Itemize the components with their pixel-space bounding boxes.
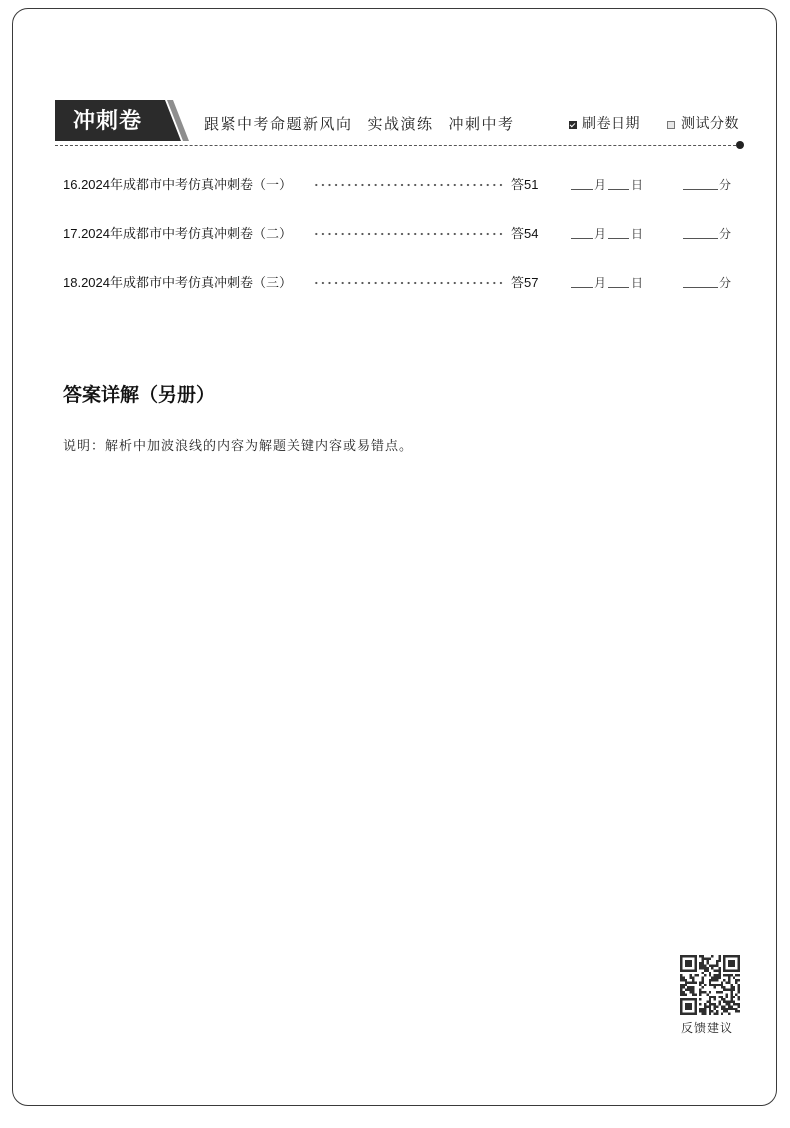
qr-module bbox=[726, 1008, 728, 1010]
qr-module bbox=[733, 1008, 735, 1010]
qr-module bbox=[718, 991, 720, 993]
qr-module bbox=[704, 969, 706, 971]
qr-module bbox=[733, 1003, 735, 1005]
qr-module bbox=[709, 998, 711, 1000]
qr-module bbox=[711, 955, 713, 957]
qr-module bbox=[709, 957, 711, 959]
qr-module bbox=[702, 986, 704, 988]
qr-module bbox=[730, 998, 732, 1000]
qr-module bbox=[718, 977, 720, 979]
qr-module bbox=[682, 979, 684, 981]
month-unit: 月 bbox=[594, 276, 607, 290]
divider-end-dot bbox=[736, 141, 744, 149]
qr-module bbox=[716, 965, 718, 967]
qr-module bbox=[730, 1005, 732, 1007]
toc-title: 16.2024年成都市中考仿真冲刺卷（一） bbox=[63, 177, 292, 192]
qr-module bbox=[709, 974, 711, 976]
qr-module bbox=[692, 993, 694, 995]
qr-module bbox=[711, 984, 713, 986]
dot-leader bbox=[313, 281, 505, 285]
qr-module bbox=[730, 1008, 732, 1010]
qr-module bbox=[690, 989, 692, 991]
qr-module bbox=[716, 979, 718, 981]
qr-module bbox=[718, 957, 720, 959]
day-unit: 日 bbox=[631, 227, 644, 241]
qr-module bbox=[733, 1001, 735, 1003]
qr-module bbox=[711, 967, 713, 969]
qr-module bbox=[690, 981, 692, 983]
qr-module bbox=[718, 974, 720, 976]
qr-module bbox=[690, 977, 692, 979]
qr-module bbox=[714, 1003, 716, 1005]
dot-leader bbox=[313, 232, 505, 236]
qr-module bbox=[699, 984, 701, 986]
qr-module bbox=[699, 1003, 701, 1005]
toc-page: 答51 bbox=[511, 177, 539, 192]
qr-module bbox=[692, 989, 694, 991]
qr-module bbox=[726, 996, 728, 998]
qr-module bbox=[733, 977, 735, 979]
qr-module bbox=[706, 969, 708, 971]
qr-module bbox=[733, 996, 735, 998]
qr-module bbox=[716, 960, 718, 962]
qr-module bbox=[682, 984, 684, 986]
qr-module bbox=[709, 1001, 711, 1003]
qr-module bbox=[738, 991, 740, 993]
qr-module bbox=[702, 972, 704, 974]
qr-module bbox=[692, 986, 694, 988]
qr-module bbox=[699, 967, 701, 969]
qr-module bbox=[723, 1001, 725, 1003]
qr-module bbox=[704, 974, 706, 976]
qr-module bbox=[728, 979, 730, 981]
qr-module bbox=[685, 979, 687, 981]
qr-module bbox=[738, 989, 740, 991]
qr-module bbox=[738, 998, 740, 1000]
qr-module bbox=[716, 977, 718, 979]
slogan-part: 跟紧中考命题新风向 bbox=[204, 117, 353, 133]
qr-module bbox=[738, 984, 740, 986]
qr-module bbox=[709, 1013, 711, 1015]
qr-module bbox=[680, 984, 682, 986]
toc-row bbox=[0, 224, 790, 244]
qr-module bbox=[721, 986, 723, 988]
score-blank bbox=[683, 224, 718, 239]
toc-row bbox=[0, 175, 790, 195]
header-divider bbox=[55, 145, 736, 146]
month-blank bbox=[571, 224, 593, 239]
qr-module bbox=[716, 969, 718, 971]
qr-module bbox=[733, 989, 735, 991]
qr-module bbox=[694, 974, 696, 976]
qr-module bbox=[697, 974, 699, 976]
qr-module bbox=[702, 991, 704, 993]
qr-module bbox=[716, 962, 718, 964]
qr-module bbox=[716, 974, 718, 976]
toc-page: 答57 bbox=[511, 275, 539, 290]
qr-module bbox=[680, 974, 682, 976]
qr-module bbox=[718, 969, 720, 971]
score-unit: 分 bbox=[719, 276, 732, 290]
slogan-part: 冲刺中考 bbox=[448, 117, 515, 133]
qr-module bbox=[721, 1005, 723, 1007]
qr-module bbox=[711, 996, 713, 998]
qr-module bbox=[702, 965, 704, 967]
qr-module bbox=[687, 981, 689, 983]
qr-module bbox=[730, 989, 732, 991]
qr-module bbox=[721, 998, 723, 1000]
qr-module bbox=[735, 993, 737, 995]
qr-module bbox=[706, 957, 708, 959]
qr-module bbox=[723, 998, 725, 1000]
qr-module bbox=[709, 1005, 711, 1007]
date-label: 刷卷日期 bbox=[582, 117, 640, 132]
qr-module bbox=[709, 991, 711, 993]
day-unit: 日 bbox=[631, 276, 644, 290]
qr-module bbox=[709, 1008, 711, 1010]
day-blank bbox=[608, 175, 629, 190]
qr-caption: 反馈建议 bbox=[681, 1021, 734, 1035]
qr-module bbox=[699, 981, 701, 983]
qr-module bbox=[706, 960, 708, 962]
qr-module bbox=[690, 974, 692, 976]
qr-module bbox=[726, 1010, 728, 1012]
qr-module bbox=[718, 996, 720, 998]
qr-module bbox=[738, 1005, 740, 1007]
qr-module bbox=[730, 996, 732, 998]
qr-module bbox=[711, 977, 713, 979]
qr-module bbox=[709, 1010, 711, 1012]
qr-module bbox=[706, 962, 708, 964]
qr-module bbox=[680, 991, 682, 993]
qr-module bbox=[726, 974, 728, 976]
qr-module bbox=[716, 991, 718, 993]
qr-module bbox=[730, 986, 732, 988]
qr-module bbox=[714, 1013, 716, 1015]
qr-module bbox=[718, 972, 720, 974]
slogan-part: 实战演练 bbox=[367, 117, 434, 133]
qr-module bbox=[687, 989, 689, 991]
qr-module bbox=[692, 991, 694, 993]
qr-module bbox=[706, 967, 708, 969]
qr-module bbox=[709, 996, 711, 998]
qr-module bbox=[680, 989, 682, 991]
qr-module bbox=[718, 984, 720, 986]
section-tab bbox=[55, 100, 189, 141]
qr-module bbox=[704, 1008, 706, 1010]
qr-module bbox=[718, 967, 720, 969]
qr-module bbox=[723, 989, 725, 991]
qr-module bbox=[702, 1010, 704, 1012]
answers-heading: 答案详解（另册） bbox=[63, 385, 216, 406]
qr-module bbox=[714, 965, 716, 967]
toc-title: 17.2024年成都市中考仿真冲刺卷（二） bbox=[63, 226, 292, 241]
qr-module bbox=[714, 986, 716, 988]
qr-module bbox=[690, 991, 692, 993]
qr-module bbox=[738, 986, 740, 988]
qr-module bbox=[716, 1005, 718, 1007]
qr-module bbox=[735, 981, 737, 983]
qr-module bbox=[680, 977, 682, 979]
qr-module bbox=[687, 986, 689, 988]
qr-module bbox=[728, 1013, 730, 1015]
qr-module bbox=[706, 993, 708, 995]
qr-module bbox=[726, 1003, 728, 1005]
qr-module bbox=[709, 965, 711, 967]
qr-module bbox=[730, 1001, 732, 1003]
qr-module bbox=[728, 981, 730, 983]
qr-module bbox=[721, 996, 723, 998]
qr-module bbox=[685, 984, 687, 986]
qr-module bbox=[682, 986, 684, 988]
qr-module bbox=[702, 1013, 704, 1015]
score-blank bbox=[683, 175, 718, 190]
qr-module bbox=[702, 967, 704, 969]
qr-module bbox=[721, 1013, 723, 1015]
qr-module bbox=[714, 1008, 716, 1010]
qr-module bbox=[699, 993, 701, 995]
qr-module bbox=[723, 1010, 725, 1012]
qr-module bbox=[694, 993, 696, 995]
qr-module bbox=[738, 974, 740, 976]
qr-module bbox=[692, 979, 694, 981]
qr-module bbox=[709, 1003, 711, 1005]
qr-module bbox=[699, 998, 701, 1000]
qr-module bbox=[738, 1003, 740, 1005]
toc-title: 18.2024年成都市中考仿真冲刺卷（三） bbox=[63, 275, 292, 290]
qr-module bbox=[711, 979, 713, 981]
qr-module bbox=[714, 996, 716, 998]
qr-module bbox=[723, 1005, 725, 1007]
qr-module bbox=[728, 1005, 730, 1007]
qr-module bbox=[702, 960, 704, 962]
month-unit: 月 bbox=[594, 178, 607, 192]
tab-label: 冲刺卷 bbox=[73, 108, 143, 133]
qr-module bbox=[685, 989, 687, 991]
qr-module bbox=[726, 993, 728, 995]
qr-module bbox=[718, 1001, 720, 1003]
qr-module bbox=[714, 984, 716, 986]
qr-module bbox=[726, 1001, 728, 1003]
qr-module bbox=[726, 989, 728, 991]
qr-module bbox=[680, 979, 682, 981]
qr-module bbox=[702, 979, 704, 981]
qr-module bbox=[728, 1003, 730, 1005]
month-unit: 月 bbox=[594, 227, 607, 241]
qr-module bbox=[730, 991, 732, 993]
qr-module bbox=[704, 984, 706, 986]
qr-module bbox=[714, 979, 716, 981]
score-unit: 分 bbox=[719, 178, 732, 192]
qr-code bbox=[680, 955, 740, 1015]
qr-module bbox=[723, 986, 725, 988]
qr-module bbox=[699, 962, 701, 964]
qr-module bbox=[735, 1008, 737, 1010]
qr-module bbox=[704, 1013, 706, 1015]
qr-module bbox=[716, 1010, 718, 1012]
qr-module bbox=[704, 1003, 706, 1005]
qr-module bbox=[738, 979, 740, 981]
qr-module bbox=[711, 1010, 713, 1012]
qr-module bbox=[690, 986, 692, 988]
qr-module bbox=[704, 1010, 706, 1012]
qr-module bbox=[702, 957, 704, 959]
qr-module bbox=[699, 989, 701, 991]
qr-module bbox=[728, 989, 730, 991]
day-unit: 日 bbox=[631, 178, 644, 192]
qr-module bbox=[709, 972, 711, 974]
score-unit: 分 bbox=[719, 227, 732, 241]
qr-module bbox=[735, 979, 737, 981]
qr-module bbox=[728, 1008, 730, 1010]
qr-module bbox=[699, 965, 701, 967]
qr-module bbox=[730, 993, 732, 995]
qr-module bbox=[711, 965, 713, 967]
qr-module bbox=[718, 960, 720, 962]
qr-module bbox=[738, 996, 740, 998]
dot-leader bbox=[313, 183, 505, 187]
qr-module bbox=[706, 1005, 708, 1007]
qr-module bbox=[718, 955, 720, 957]
qr-module bbox=[694, 981, 696, 983]
qr-module bbox=[711, 1003, 713, 1005]
day-blank bbox=[608, 224, 629, 239]
qr-module bbox=[728, 1001, 730, 1003]
qr-module bbox=[685, 993, 687, 995]
qr-module bbox=[728, 974, 730, 976]
qr-module bbox=[738, 1010, 740, 1012]
qr-module bbox=[699, 1008, 701, 1010]
qr-module bbox=[714, 998, 716, 1000]
toc-page: 答54 bbox=[511, 226, 539, 241]
checkbox-checked-icon bbox=[569, 121, 577, 129]
answers-note: 说明：解析中加波浪线的内容为解题关键内容或易错点。 bbox=[63, 438, 414, 453]
qr-module bbox=[702, 962, 704, 964]
qr-module bbox=[702, 1008, 704, 1010]
qr-module bbox=[726, 981, 728, 983]
qr-module bbox=[735, 974, 737, 976]
qr-module bbox=[733, 986, 735, 988]
qr-module bbox=[714, 977, 716, 979]
qr-module bbox=[692, 977, 694, 979]
toc-row bbox=[0, 273, 790, 293]
slogan bbox=[204, 114, 530, 136]
qr-module bbox=[721, 981, 723, 983]
qr-module bbox=[723, 1008, 725, 1010]
qr-module bbox=[735, 1010, 737, 1012]
qr-module bbox=[721, 984, 723, 986]
qr-module bbox=[704, 1005, 706, 1007]
qr-module bbox=[709, 981, 711, 983]
qr-module bbox=[735, 1003, 737, 1005]
qr-module bbox=[706, 1001, 708, 1003]
qr-module bbox=[685, 981, 687, 983]
qr-module bbox=[682, 991, 684, 993]
qr-module bbox=[704, 991, 706, 993]
page-frame bbox=[12, 8, 777, 1106]
qr-module bbox=[682, 993, 684, 995]
qr-module bbox=[682, 977, 684, 979]
qr-module bbox=[702, 977, 704, 979]
qr-module bbox=[723, 974, 725, 976]
checkbox-icon bbox=[667, 121, 675, 129]
qr-module bbox=[702, 981, 704, 983]
qr-module bbox=[692, 981, 694, 983]
qr-module bbox=[714, 1005, 716, 1007]
qr-module bbox=[728, 977, 730, 979]
qr-module bbox=[721, 991, 723, 993]
qr-module bbox=[699, 955, 701, 957]
qr-module bbox=[680, 993, 682, 995]
qr-module bbox=[714, 974, 716, 976]
qr-module bbox=[714, 969, 716, 971]
qr-module bbox=[730, 984, 732, 986]
qr-module bbox=[699, 1010, 701, 1012]
qr-module bbox=[718, 1003, 720, 1005]
qr-module bbox=[702, 955, 704, 957]
month-blank bbox=[571, 175, 593, 190]
qr-module bbox=[704, 957, 706, 959]
qr-module bbox=[716, 1013, 718, 1015]
day-blank bbox=[608, 273, 629, 288]
qr-module bbox=[699, 991, 701, 993]
qr-module bbox=[680, 986, 682, 988]
qr-module bbox=[704, 967, 706, 969]
qr-module bbox=[709, 979, 711, 981]
score-label: 测试分数 bbox=[681, 117, 739, 132]
qr-module bbox=[730, 974, 732, 976]
qr-module bbox=[704, 965, 706, 967]
qr-module bbox=[723, 979, 725, 981]
month-blank bbox=[571, 273, 593, 288]
qr-module bbox=[721, 1008, 723, 1010]
score-blank bbox=[683, 273, 718, 288]
qr-module bbox=[716, 984, 718, 986]
qr-module bbox=[709, 984, 711, 986]
